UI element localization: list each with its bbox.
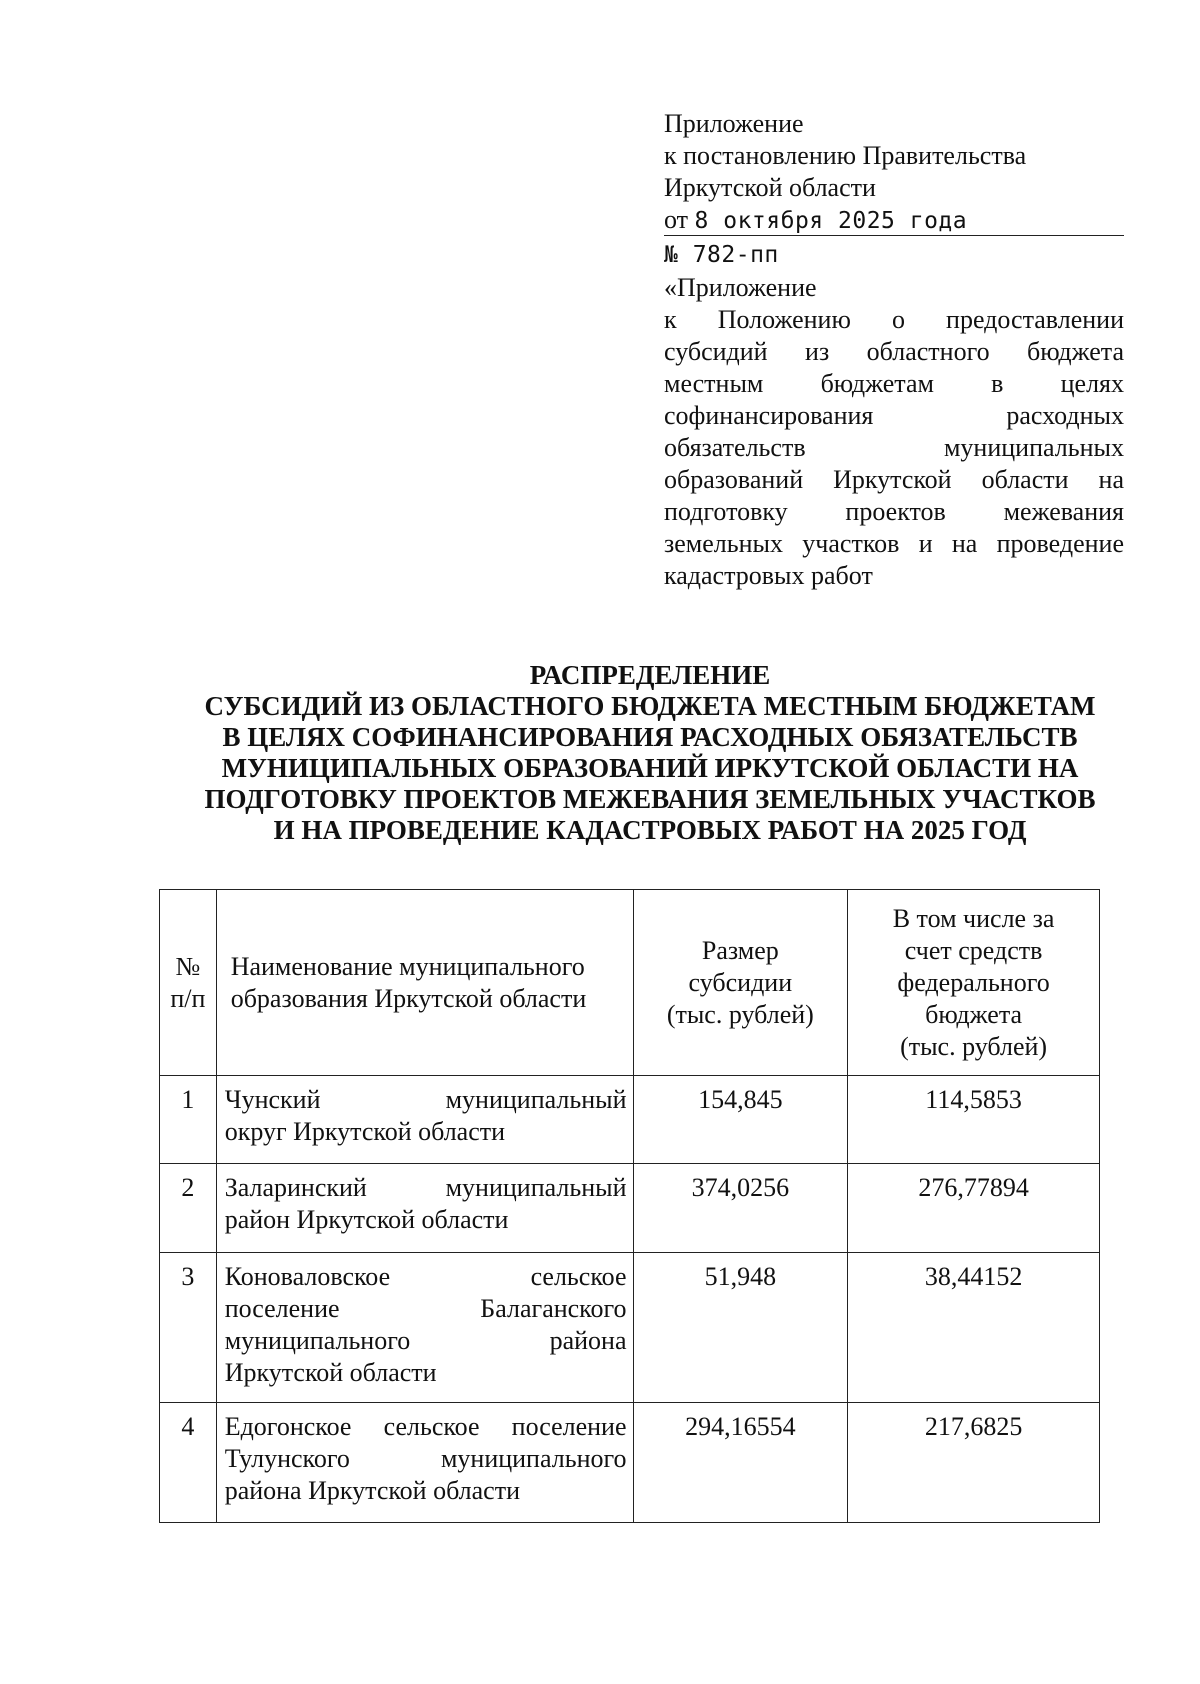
header-text: бюджета [925, 999, 1023, 1029]
header-text: (тыс. рублей) [666, 999, 814, 1029]
row-name-line: район Иркутской области [224, 1205, 509, 1234]
document-title [120, 660, 1180, 846]
approval-date: 8 октября 2025 года [694, 208, 968, 234]
header-text: счет средств [904, 935, 1043, 965]
annex-title: «Приложение [664, 273, 817, 302]
row-name-line: поселение Балаганского [224, 1294, 627, 1323]
row-name-line: Иркутской области [224, 1358, 437, 1387]
annex-line: к Положению о предоставлении [664, 305, 1124, 334]
row-subsidy: 51,948 [633, 1253, 848, 1403]
annex-line: подготовку проектов межевания [664, 497, 1124, 526]
subsidy-table [159, 889, 1100, 1523]
row-name-line: Едогонское сельское поселение [224, 1412, 627, 1441]
title-line: МУНИЦИПАЛЬНЫХ ОБРАЗОВАНИЙ ИРКУТСКОЙ ОБЛАСТИ НА [221, 753, 1079, 783]
title-line: И НА ПРОВЕДЕНИЕ КАДАСТРОВЫХ РАБОТ НА 2025 ГОД [273, 815, 1027, 845]
row-number: 1 [160, 1076, 217, 1164]
annex-line: субсидий из областного бюджета [664, 337, 1124, 366]
header-text: В том числе за [892, 903, 1055, 933]
annex-line: местным бюджетам в целях [664, 369, 1124, 398]
approval-block [664, 108, 1124, 592]
table-row [160, 1076, 1100, 1164]
header-text: (тыс. рублей) [900, 1031, 1048, 1061]
date-underline [664, 235, 1124, 236]
row-name-line: района Иркутской области [224, 1476, 520, 1505]
header-text: федерального [897, 967, 1050, 997]
row-name-line: Тулунского муниципального [224, 1444, 627, 1473]
date-prefix: от [664, 205, 689, 234]
row-name [216, 1253, 633, 1403]
row-name-line: Коноваловское сельское [224, 1262, 627, 1291]
header-text: Размер [701, 935, 779, 965]
header-federal [848, 890, 1100, 1076]
row-name-line: Заларинский муниципальный [224, 1173, 627, 1202]
row-number: 3 [160, 1253, 217, 1403]
annex-line: софинансирования расходных [664, 401, 1124, 430]
row-name [216, 1164, 633, 1253]
row-name-line: Чунский муниципальный [224, 1085, 627, 1114]
approval-number: № 782-пп [664, 242, 779, 268]
row-federal: 114,5853 [848, 1076, 1100, 1164]
annex-line: земельных участков и на проведение [664, 529, 1124, 558]
title-line: В ЦЕЛЯХ СОФИНАНСИРОВАНИЯ РАСХОДНЫХ ОБЯЗАТЕЛЬСТВ [222, 722, 1078, 752]
row-federal: 276,77894 [848, 1164, 1100, 1253]
header-name [216, 890, 633, 1076]
annex-line: кадастровых работ [664, 561, 873, 590]
table-header-row [160, 890, 1100, 1076]
row-subsidy: 154,845 [633, 1076, 848, 1164]
annex-line: обязательств муниципальных [664, 433, 1124, 462]
table-row [160, 1403, 1100, 1523]
header-text: п/п [170, 983, 206, 1013]
header-text: субсидии [688, 967, 793, 997]
header-text: № [175, 951, 201, 981]
row-name-line: муниципального района [224, 1326, 627, 1355]
row-subsidy: 374,0256 [633, 1164, 848, 1253]
title-line: СУБСИДИЙ ИЗ ОБЛАСТНОГО БЮДЖЕТА МЕСТНЫМ БЮДЖЕТАМ [204, 691, 1096, 721]
row-subsidy: 294,16554 [633, 1403, 848, 1523]
row-number: 2 [160, 1164, 217, 1253]
approval-line: Иркутской области [664, 173, 876, 202]
header-subsidy [633, 890, 848, 1076]
row-name-line: округ Иркутской области [224, 1117, 506, 1146]
header-text: образования Иркутской области [230, 983, 587, 1013]
approval-date-row [664, 204, 1124, 238]
annex-line: образований Иркутской области на [664, 465, 1124, 494]
approval-line: Приложение [664, 109, 804, 138]
approval-line: к постановлению Правительства [664, 141, 1027, 170]
table-row [160, 1253, 1100, 1403]
title-line: РАСПРЕДЕЛЕНИЕ [529, 660, 771, 690]
row-federal: 217,6825 [848, 1403, 1100, 1523]
row-name [216, 1403, 633, 1523]
row-number: 4 [160, 1403, 217, 1523]
approval-number-row [664, 238, 1124, 272]
header-text: Наименование муниципального [230, 951, 585, 981]
row-federal: 38,44152 [848, 1253, 1100, 1403]
header-num [160, 890, 217, 1076]
row-name [216, 1076, 633, 1164]
title-line: ПОДГОТОВКУ ПРОЕКТОВ МЕЖЕВАНИЯ ЗЕМЕЛЬНЫХ УЧАСТКОВ [204, 784, 1096, 814]
table-row [160, 1164, 1100, 1253]
